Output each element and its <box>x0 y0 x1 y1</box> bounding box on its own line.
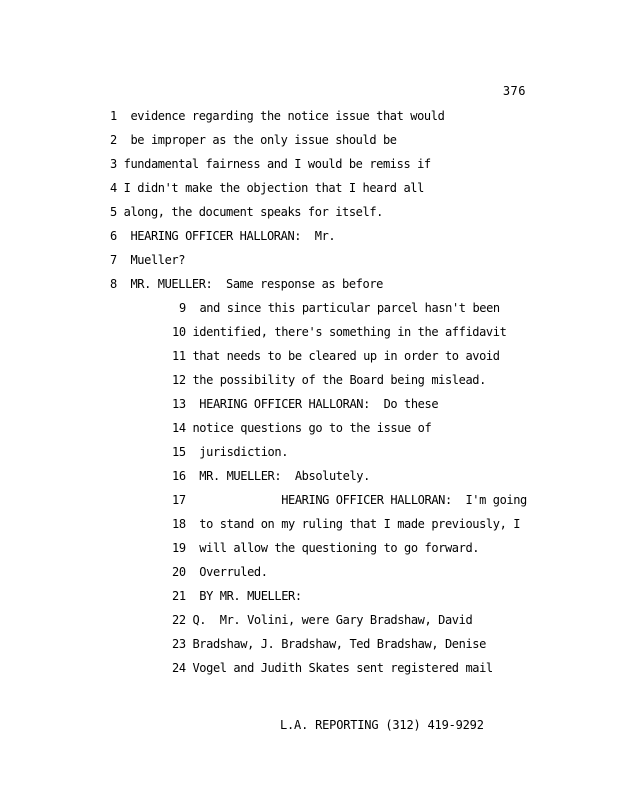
transcript-line-12: 12 the possibility of the Board being mislead. <box>172 373 486 387</box>
transcript-line-22: 22 Q. Mr. Volini, were Gary Bradshaw, David <box>172 613 473 627</box>
transcript-line-13: 13 HEARING OFFICER HALLORAN: Do these <box>172 397 439 411</box>
transcript-line-3: 3 fundamental fairness and I would be remiss if <box>110 157 431 171</box>
transcript-line-1: 1 evidence regarding the notice issue that would <box>110 109 445 123</box>
transcript-line-2: 2 be improper as the only issue should be <box>110 133 397 147</box>
transcript-line-14: 14 notice questions go to the issue of <box>172 421 432 435</box>
transcript-line-6: 6 HEARING OFFICER HALLORAN: Mr. <box>110 229 336 243</box>
transcript-line-21: 21 BY MR. MUELLER: <box>172 589 302 603</box>
transcript-line-9: 9 and since this particular parcel hasn't been <box>179 301 500 315</box>
transcript-line-4: 4 I didn't make the objection that I heard all <box>110 181 424 195</box>
transcript-line-16: 16 MR. MUELLER: Absolutely. <box>172 469 370 483</box>
transcript-line-24: 24 Vogel and Judith Skates sent registered mail <box>172 661 493 675</box>
transcript-line-18: 18 to stand on my ruling that I made previously, I <box>172 517 521 531</box>
transcript-line-20: 20 Overruled. <box>172 565 268 579</box>
transcript-line-17: 17 HEARING OFFICER HALLORAN: I'm going <box>172 493 527 507</box>
transcript-line-11: 11 that needs to be cleared up in order to avoid <box>172 349 500 363</box>
transcript-line-10: 10 identified, there's something in the affidavit <box>172 325 507 339</box>
transcript-line-23: 23 Bradshaw, J. Bradshaw, Ted Bradshaw, Denise <box>172 637 486 651</box>
transcript-line-15: 15 jurisdiction. <box>172 445 289 459</box>
transcript-line-7: 7 Mueller? <box>110 253 186 267</box>
transcript-line-19: 19 will allow the questioning to go forward. <box>172 541 480 555</box>
transcript-line-5: 5 along, the document speaks for itself. <box>110 205 383 219</box>
transcript-line-8: 8 MR. MUELLER: Same response as before <box>110 277 383 291</box>
reporter-footer: L.A. REPORTING (312) 419-9292 <box>280 718 484 732</box>
page-number: 376 <box>502 84 526 98</box>
